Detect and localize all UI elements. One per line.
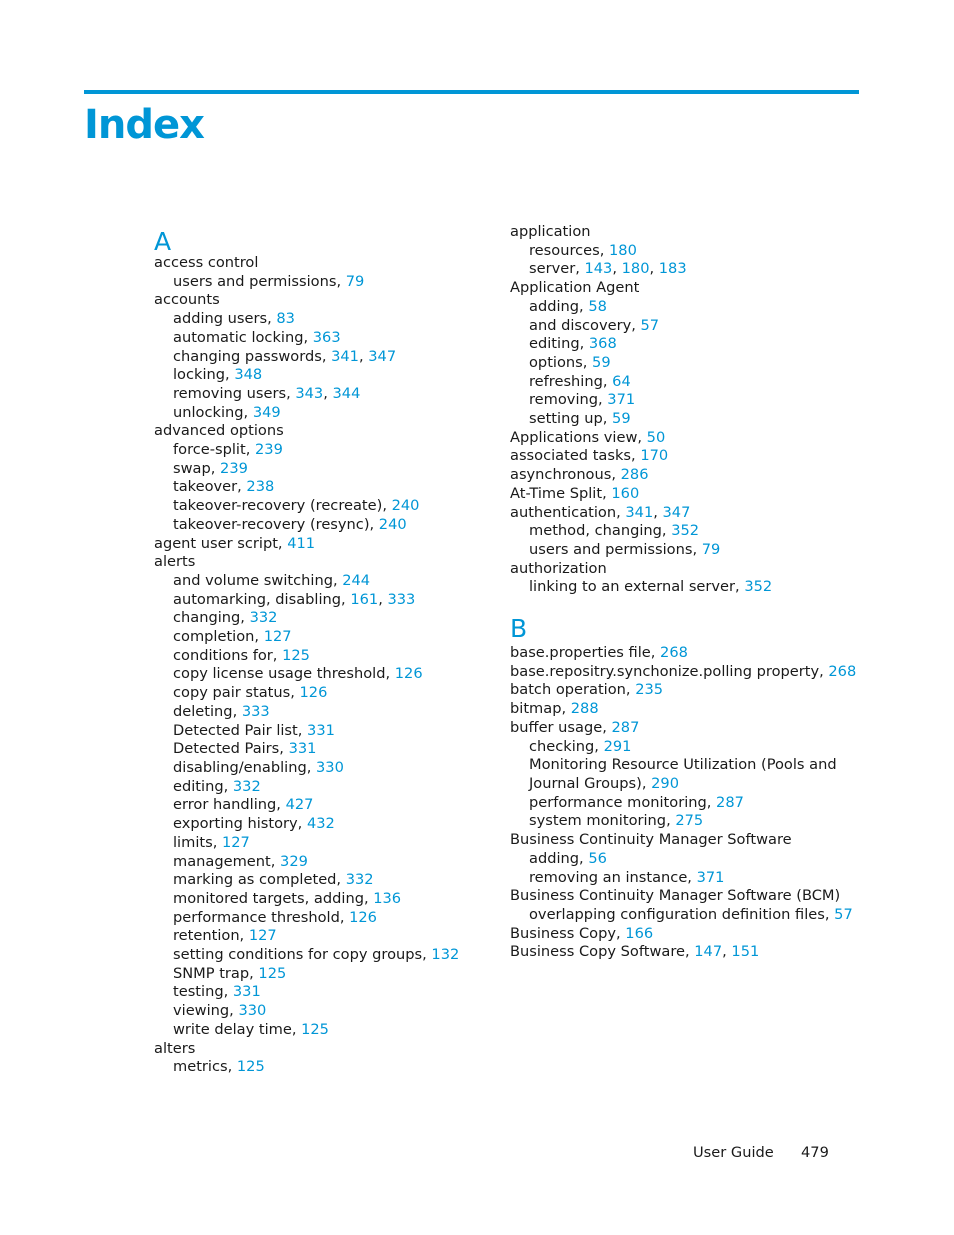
page-link[interactable]: 59 <box>592 353 611 371</box>
index-term: limits, <box>173 833 222 851</box>
index-entry <box>154 535 459 554</box>
page-separator: , <box>358 347 369 365</box>
index-subentry <box>154 628 459 647</box>
index-subentry <box>154 983 459 1002</box>
page-separator: , <box>653 503 663 521</box>
index-term: Application Agent <box>510 279 640 297</box>
index-term: At-Time Split, <box>510 484 612 502</box>
index-section-letter: B <box>510 614 528 644</box>
page-link[interactable]: 125 <box>282 646 310 664</box>
page-link[interactable]: 239 <box>220 459 248 477</box>
index-term: agent user script, <box>154 534 288 552</box>
index-subentry <box>510 391 856 410</box>
index-entry <box>510 644 856 663</box>
page-separator: , <box>612 260 622 278</box>
index-subentry <box>154 665 459 684</box>
page-link[interactable]: 291 <box>603 737 632 755</box>
index-term: Business Copy, <box>510 924 626 942</box>
page-link[interactable]: 126 <box>349 908 377 926</box>
index-subentry <box>154 1021 459 1040</box>
index-entry <box>510 887 856 906</box>
index-term: locking, <box>173 366 235 384</box>
index-subentry <box>154 273 459 292</box>
index-term: Detected Pairs, <box>173 740 289 758</box>
index-subentry <box>154 965 459 984</box>
page-link[interactable]: 371 <box>607 391 636 409</box>
page-link[interactable]: 180 <box>621 260 650 278</box>
index-entry <box>510 504 856 523</box>
index-subentry <box>154 834 459 853</box>
index-term: automatic locking, <box>173 328 313 346</box>
index-term: changing, <box>173 609 250 627</box>
index-term: overlapping configuration definition files, <box>529 905 835 923</box>
index-subentry <box>510 578 856 597</box>
index-term: associated tasks, <box>510 447 641 465</box>
index-entry <box>510 279 856 298</box>
index-term: removing, <box>529 391 608 409</box>
index-term: application <box>510 223 591 240</box>
page-link[interactable]: 143 <box>584 260 613 278</box>
index-term: performance threshold, <box>173 908 350 926</box>
index-subentry <box>154 348 459 367</box>
index-term: setting conditions for copy groups, <box>173 946 432 964</box>
index-term: refreshing, <box>529 372 613 390</box>
page-link[interactable]: 352 <box>744 578 773 596</box>
index-term: takeover-recovery (resync), <box>173 515 379 533</box>
index-term: system monitoring, <box>529 812 676 830</box>
page-link[interactable]: 287 <box>716 793 744 811</box>
index-term: asynchronous, <box>510 466 621 484</box>
index-subentry <box>510 541 856 560</box>
index-subentry <box>510 354 856 373</box>
index-subentry <box>154 1002 459 1021</box>
index-term: options, <box>529 353 593 371</box>
page-link[interactable]: 126 <box>299 684 328 702</box>
page-link[interactable]: 288 <box>570 700 599 718</box>
index-subentry <box>154 722 459 741</box>
index-term: buffer usage, <box>510 718 612 736</box>
index-term: users and permissions, <box>173 272 346 290</box>
index-term: unlocking, <box>173 403 253 421</box>
page-link[interactable]: 371 <box>696 868 725 886</box>
index-term: removing users, <box>173 384 296 402</box>
page-link[interactable]: 347 <box>368 347 397 365</box>
page-link[interactable]: 180 <box>609 241 637 259</box>
page-link[interactable]: 160 <box>611 484 640 502</box>
page-link[interactable]: 170 <box>640 447 669 465</box>
index-term: server, <box>529 260 585 278</box>
index-subentry <box>154 329 459 348</box>
index-subentry <box>154 441 459 460</box>
index-column-left <box>154 227 459 1077</box>
index-term: management, <box>173 852 281 870</box>
index-entry <box>510 943 856 962</box>
index-subentry <box>510 812 856 831</box>
footer-guide-label: User Guide <box>693 1144 774 1161</box>
page-link[interactable]: 268 <box>660 644 688 662</box>
index-term: monitored targets, adding, <box>173 889 374 907</box>
page-link[interactable]: 268 <box>828 662 857 680</box>
page-link[interactable]: 329 <box>280 852 308 870</box>
page-link[interactable]: 331 <box>288 740 317 758</box>
index-term: disabling/enabling, <box>173 758 317 776</box>
index-term: viewing, <box>173 1002 239 1020</box>
index-subentry <box>510 794 856 813</box>
index-entry <box>510 429 856 448</box>
index-term: Applications view, <box>510 428 647 446</box>
index-term: exporting history, <box>173 815 307 833</box>
page-link[interactable]: 161 <box>350 590 379 608</box>
page-link[interactable]: 344 <box>332 384 361 402</box>
index-subentry <box>154 684 459 703</box>
page-link[interactable]: 235 <box>635 681 664 699</box>
index-term: setting up, <box>529 410 613 428</box>
page-link[interactable]: 287 <box>611 718 640 736</box>
index-term: force-split, <box>173 441 255 459</box>
index-subentry <box>510 317 856 336</box>
index-term: linking to an external server, <box>529 578 745 596</box>
index-entry <box>510 831 856 850</box>
page-link[interactable]: 333 <box>241 702 270 720</box>
index-term: base.repositry.synchonize.polling property, <box>510 662 829 680</box>
index-term: authorization <box>510 559 607 577</box>
index-subentry <box>510 298 856 317</box>
index-subentry <box>154 927 459 946</box>
page-link[interactable]: 330 <box>238 1002 267 1020</box>
page-separator: , <box>378 590 388 608</box>
index-term: editing, <box>173 777 233 795</box>
index-term: write delay time, <box>173 1020 302 1038</box>
index-term: removing an instance, <box>529 868 697 886</box>
index-term: batch operation, <box>510 681 636 699</box>
index-term: error handling, <box>173 796 286 814</box>
index-term: testing, <box>173 983 233 1001</box>
index-subentry <box>154 310 459 329</box>
page-link[interactable]: 238 <box>246 478 275 496</box>
index-term: copy license usage threshold, <box>173 665 395 683</box>
index-entry <box>510 466 856 485</box>
page-link[interactable]: 58 <box>588 297 607 315</box>
index-term: and discovery, <box>529 316 641 334</box>
index-entry <box>510 223 856 242</box>
index-term: adding, <box>529 297 589 315</box>
index-entry <box>154 291 459 310</box>
index-term: swap, <box>173 459 221 477</box>
index-subentry <box>154 703 459 722</box>
index-subentry <box>154 1058 459 1077</box>
index-subentry <box>154 890 459 909</box>
page-link[interactable]: 125 <box>236 1058 265 1076</box>
index-subentry <box>510 242 856 261</box>
index-term: takeover, <box>173 478 247 496</box>
index-term: deleting, <box>173 702 242 720</box>
page-link[interactable]: 57 <box>640 316 660 334</box>
page-link[interactable]: 363 <box>312 328 341 346</box>
page-link[interactable]: 341 <box>331 347 359 365</box>
page-link[interactable]: 411 <box>287 534 316 552</box>
index-subentry <box>510 756 856 775</box>
page-link[interactable]: 56 <box>588 849 607 867</box>
page-separator: , <box>323 384 333 402</box>
index-subentry <box>510 335 856 354</box>
index-entry <box>510 925 856 944</box>
index-term: checking, <box>529 737 604 755</box>
index-entry <box>510 560 856 579</box>
page-link[interactable]: 125 <box>301 1020 329 1038</box>
index-subentry <box>510 906 856 925</box>
index-term: conditions for, <box>173 646 283 664</box>
page-link[interactable]: 331 <box>232 983 261 1001</box>
page-link[interactable]: 136 <box>373 889 402 907</box>
page-link[interactable]: 127 <box>248 927 277 945</box>
index-subentry <box>510 738 856 757</box>
page-title: Index <box>84 102 204 148</box>
index-term: copy pair status, <box>173 684 300 702</box>
page-link[interactable]: 127 <box>263 628 292 646</box>
index-term: performance monitoring, <box>529 793 717 811</box>
index-subentry <box>154 647 459 666</box>
index-subentry <box>154 516 459 535</box>
page-link[interactable]: 347 <box>662 503 691 521</box>
page-link[interactable]: 59 <box>612 410 631 428</box>
index-subentry <box>154 796 459 815</box>
index-term: Business Copy Software, <box>510 943 695 961</box>
index-term: method, changing, <box>529 522 672 540</box>
index-term: metrics, <box>173 1058 237 1076</box>
index-entry <box>154 254 459 273</box>
index-term: alters <box>154 1039 196 1057</box>
index-term: automarking, disabling, <box>173 590 351 608</box>
page-link[interactable]: 348 <box>234 366 263 384</box>
page-link[interactable]: 147 <box>694 943 723 961</box>
page-link[interactable]: 368 <box>588 335 617 353</box>
index-term: authentication, <box>510 503 626 521</box>
page-link[interactable]: 244 <box>342 571 371 589</box>
index-term: retention, <box>173 927 249 945</box>
page-link[interactable]: 349 <box>252 403 281 421</box>
page-link[interactable]: 50 <box>646 428 666 446</box>
page-link[interactable]: 332 <box>232 777 261 795</box>
index-term: bitmap, <box>510 700 571 718</box>
index-subentry <box>510 775 856 794</box>
footer-page-number: 479 <box>801 1144 829 1161</box>
page-link[interactable]: 432 <box>306 815 335 833</box>
page-link[interactable]: 132 <box>431 946 460 964</box>
page-link[interactable]: 332 <box>249 609 278 627</box>
page-link[interactable]: 125 <box>258 964 287 982</box>
page-link[interactable]: 275 <box>675 812 704 830</box>
index-term: users and permissions, <box>529 540 702 558</box>
index-subentry <box>154 404 459 423</box>
index-subentry <box>154 853 459 872</box>
index-term: Journal Groups), <box>529 774 652 792</box>
page-link[interactable]: 330 <box>316 758 344 776</box>
index-term: adding, <box>529 849 589 867</box>
index-entry <box>510 719 856 738</box>
index-entry <box>154 553 459 572</box>
index-term: SNMP trap, <box>173 964 259 982</box>
page-link[interactable]: 239 <box>255 441 283 459</box>
index-subentry <box>154 591 459 610</box>
index-term: changing passwords, <box>173 347 332 365</box>
index-section-letter: A <box>154 227 172 256</box>
index-term: adding users, <box>173 310 277 328</box>
section-gap <box>510 597 856 614</box>
index-entry <box>510 663 856 682</box>
index-subentry <box>510 850 856 869</box>
header-rule <box>84 90 859 94</box>
page-link[interactable]: 352 <box>671 522 700 540</box>
index-term: Business Continuity Manager Software (BCM) <box>510 887 841 905</box>
page-link[interactable]: 126 <box>394 665 423 683</box>
index-subentry <box>154 385 459 404</box>
index-entry <box>154 422 459 441</box>
page-link[interactable]: 79 <box>345 272 365 290</box>
index-term: takeover-recovery (recreate), <box>173 497 392 515</box>
index-entry <box>154 1040 459 1059</box>
page-link[interactable]: 240 <box>391 497 420 515</box>
index-subentry <box>154 572 459 591</box>
index-entry <box>510 447 856 466</box>
index-subentry <box>154 366 459 385</box>
index-term: Business Continuity Manager Software <box>510 831 792 849</box>
index-entry <box>510 681 856 700</box>
page-link[interactable]: 79 <box>701 540 721 558</box>
index-subentry <box>510 260 856 279</box>
page-link[interactable]: 333 <box>387 590 416 608</box>
index-subentry <box>154 909 459 928</box>
index-term: Monitoring Resource Utilization (Pools and <box>529 756 837 774</box>
page-link[interactable]: 341 <box>625 503 654 521</box>
page-link[interactable]: 83 <box>276 310 295 328</box>
index-subentry <box>510 410 856 429</box>
index-subentry <box>510 373 856 392</box>
page-link[interactable]: 332 <box>345 871 374 889</box>
index-subentry <box>154 460 459 479</box>
index-term: completion, <box>173 628 264 646</box>
index-subentry <box>510 522 856 541</box>
page-link[interactable]: 183 <box>658 260 687 278</box>
page-link[interactable]: 151 <box>731 943 760 961</box>
index-term: accounts <box>154 291 220 309</box>
page-link[interactable]: 286 <box>620 466 649 484</box>
index-term: marking as completed, <box>173 871 346 889</box>
page-separator: , <box>649 260 659 278</box>
index-subentry <box>154 871 459 890</box>
index-term: advanced options <box>154 422 284 440</box>
index-column-right <box>510 223 856 962</box>
index-term: access control <box>154 254 259 271</box>
index-subentry <box>154 815 459 834</box>
index-subentry <box>154 478 459 497</box>
index-term: alerts <box>154 553 196 571</box>
page-separator: , <box>722 943 732 961</box>
index-subentry <box>154 609 459 628</box>
page-link[interactable]: 343 <box>295 384 324 402</box>
page-link[interactable]: 166 <box>625 924 654 942</box>
index-subentry <box>154 497 459 516</box>
index-subentry <box>510 869 856 888</box>
index-subentry <box>154 759 459 778</box>
index-term: editing, <box>529 335 589 353</box>
page-link[interactable]: 290 <box>651 774 679 792</box>
index-term: Detected Pair list, <box>173 721 308 739</box>
page-link[interactable]: 240 <box>378 515 407 533</box>
page-link[interactable]: 427 <box>285 796 314 814</box>
index-subentry <box>154 740 459 759</box>
index-term: and volume switching, <box>173 571 343 589</box>
index-term: resources, <box>529 241 610 259</box>
index-subentry <box>154 946 459 965</box>
page-link[interactable]: 331 <box>307 721 335 739</box>
index-entry <box>510 700 856 719</box>
index-subentry <box>154 778 459 797</box>
index-term: base.properties file, <box>510 644 661 662</box>
page-link[interactable]: 64 <box>612 372 631 390</box>
page-link[interactable]: 127 <box>221 833 250 851</box>
page-link[interactable]: 57 <box>834 905 853 923</box>
index-entry <box>510 485 856 504</box>
